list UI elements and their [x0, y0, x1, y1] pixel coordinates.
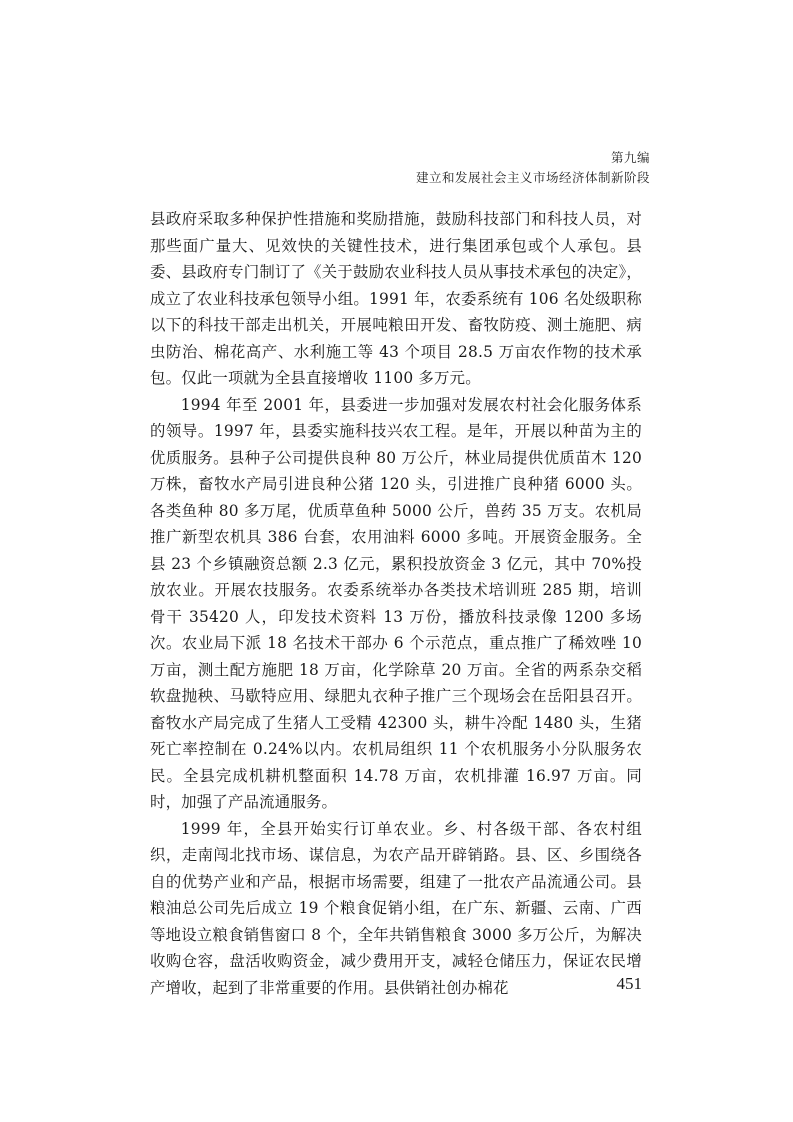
body-text	[150, 206, 642, 1001]
page-number: 451	[616, 974, 642, 993]
paragraph-3: 1999 年，全县开始实行订单农业。乡、村各级干部、各农村组织，走南闯北找市场、谋信息，为农产品开辟销路。县、区、乡围绕各自的优势产业和产品，根据市场需要，组建了一批农产品流通公司。县粮油总公司先后成立 19 个粮食促销小组，在广东、新疆、云南、广西等地设立粮食销售窗口 8 个，全年共销售粮食 3000 多万公斤，为解决收购仓容，盘活收购资金，减少费用开支，减轻仓储压力，保证农民增产增收，起到了非常重要的作用。县供销社创办棉花	[150, 819, 642, 997]
header-section-title: 建立和发展社会主义市场经济体制新阶段	[415, 170, 650, 185]
running-header	[416, 148, 650, 188]
header-part-label: 第九编	[610, 150, 650, 165]
paragraph-2: 1994 年至 2001 年，县委进一步加强对发展农村社会化服务体系的领导。1997 年，县委实施科技兴农工程。是年，开展以种苗为主的优质服务。县种子公司提供良种 80 万公斤，林业局提供优质苗木 120 万株，畜牧水产局引进良种公猪 120 头，引进推广良种猪 6000 头。各类鱼种 80 多万尾，优质草鱼种 5000 公斤，兽药 35 万支。农机局推广新型农机具 386 台套，农用油料 6000 多吨。开展资金服务。全县 23 个乡镇融资总额 2.3 亿元，累积投放资金 3 亿元，其中 70%投放农业。开展农技服务。农委系统举办各类技术培训班 285 期，培训骨干 35420 人，印发技术资料 13 万份，播放科技录像 1200 多场次。农业局下派 18 名技术干部办 6 个示范点，重点推广了稀效唑 10 万亩，测土配方施肥 18 万亩，化学除草 20 万亩。全省的两系杂交稻软盘抛秧、马歇特应用、绿肥丸衣种子推广三个现场会在岳阳县召开。畜牧水产局完成了生猪人工受精 42300 头，耕牛冷配 1480 头，生猪死亡率控制在 0.24%以内。农机局组织 11 个农机服务小分队服务农民。全县完成机耕机整面积 14.78 万亩，农机排灌 16.97 万亩。同时，加强了产品流通服务。	[150, 395, 642, 811]
paragraph-1: 县政府采取多种保护性措施和奖励措施，鼓励科技部门和科技人员，对那些面广量大、见效快的关键性技术，进行集团承包或个人承包。县委、县政府专门制订了《关于鼓励农业科技人员从事技术承包的决定》，成立了农业科技承包领导小组。1991 年，农委系统有 106 名处级职称以下的科技干部走出机关，开展吨粮田开发、畜牧防疫、测土施肥、病虫防治、棉花高产、水利施工等 43 个项目 28.5 万亩农作物的技术承包。仅此一项就为全县直接增收 1100 多万元。	[150, 210, 642, 387]
